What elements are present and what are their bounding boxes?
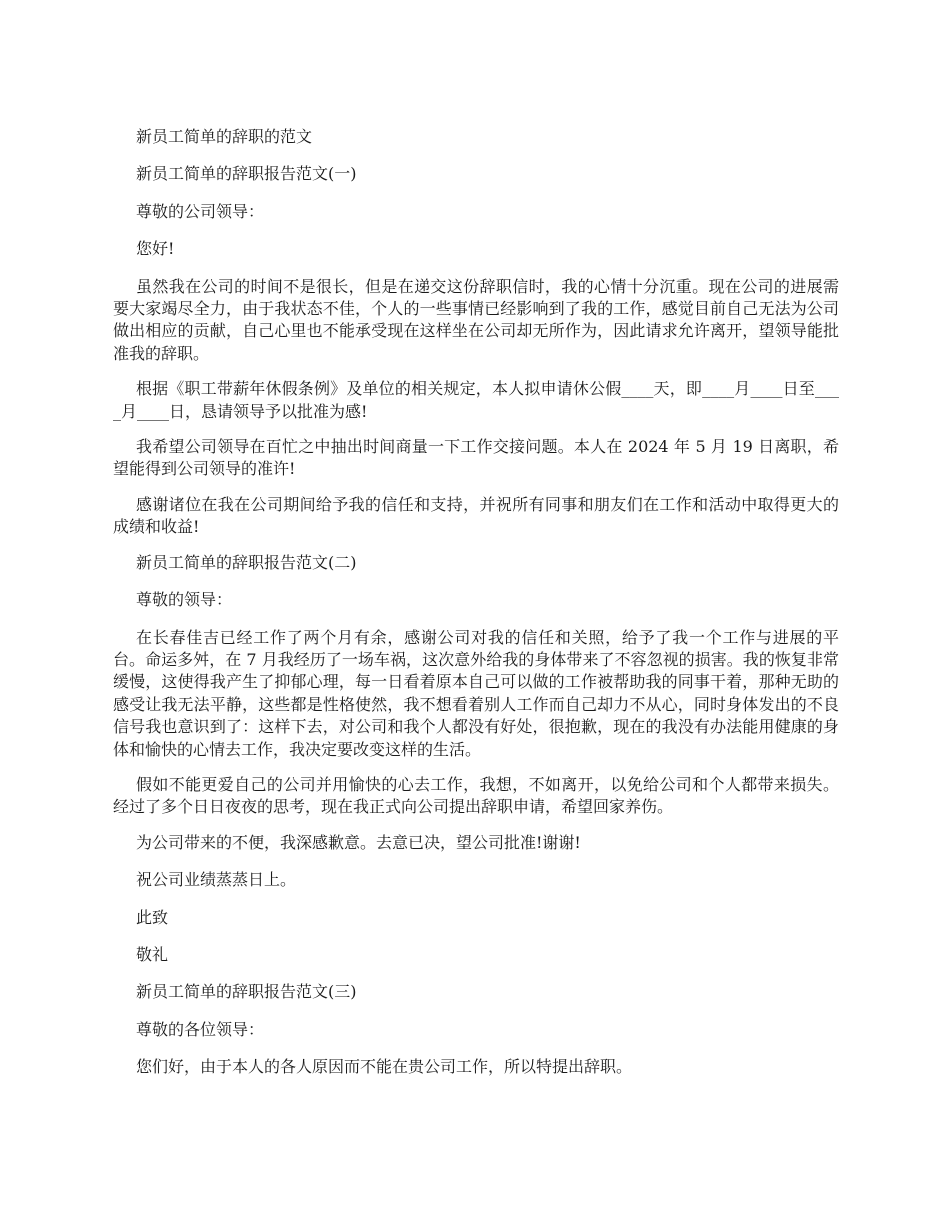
document-title: 新员工简单的辞职的范文 <box>136 127 313 146</box>
body-paragraph: 根据《职工带薪年休假条例》及单位的相关规定，本人拟申请休公假____天，即____月____日至____月____日，恳请领导予以批准为感! <box>113 379 839 421</box>
document-page <box>113 126 839 1094</box>
greeting: 您好! <box>136 239 175 259</box>
section-heading-1: 新员工简单的辞职报告范文(一) <box>136 164 357 184</box>
body-paragraph: 假如不能更爱自己的公司并用愉快的心去工作，我想，不如离开，以免给公司和个人都带来损失。经过了多个日日夜夜的思考，现在我正式向公司提出辞职申请，希望回家养伤。 <box>113 774 839 817</box>
body-paragraph: 虽然我在公司的时间不是很长，但是在递交这份辞职信时，我的心情十分沉重。现在公司的进展需要大家竭尽全力，由于我状态不佳，个人的一些事情已经影响到了我的工作，感觉目前自己无法为公司做出相应的贡献，自己心里也不能承受现在这样坐在公司却无所作为，因此请求允许离开，望领导能批准我的辞职。 <box>113 276 839 363</box>
salutation: 尊敬的各位领导： <box>136 1019 265 1039</box>
body-paragraph: 您们好，由于本人的各人原因而不能在贵公司工作，所以特提出辞职。 <box>136 1057 633 1077</box>
closing-line: 敬礼 <box>136 944 169 964</box>
body-paragraph: 为公司带来的不便，我深感歉意。去意已决，望公司批准!谢谢! <box>136 832 581 852</box>
section-heading-3: 新员工简单的辞职报告范文(三) <box>136 982 357 1002</box>
body-paragraph: 我希望公司领导在百忙之中抽出时间商量一下工作交接问题。本人在 2024 年 5 月 19 日离职，希望能得到公司领导的准许! <box>113 437 839 479</box>
section-heading-2: 新员工简单的辞职报告范文(二) <box>136 552 357 572</box>
closing-wish: 祝公司业绩蒸蒸日上。 <box>136 870 297 890</box>
salutation: 尊敬的领导： <box>136 590 233 610</box>
body-paragraph: 在长春佳吉已经工作了两个月有余，感谢公司对我的信任和关照，给予了我一个工作与进展的平台。命运多舛，在 7 月我经历了一场车祸，这次意外给我的身体带来了不容忽视的损害。我的恢复非常缓慢，这使得我产生了抑郁心理，每一日看着原本自己可以做的工作被帮助我的同事干着，那种无助的感受让我无法平静，这些都是性格使然，我不想看着别人工作而自己却力不从心，同时身体发出的不良信号我也意识到了：这样下去，对公司和我个人都没有好处，很抱歉，现在的我没有办法能用健康的身体和愉快的心情去工作，我决定要改变这样的生活。 <box>113 627 839 759</box>
salutation: 尊敬的公司领导： <box>136 201 265 221</box>
closing-line: 此致 <box>136 907 169 927</box>
body-paragraph: 感谢诸位在我在公司期间给予我的信任和支持，并祝所有同事和朋友们在工作和活动中取得更大的成绩和收益! <box>113 494 839 537</box>
